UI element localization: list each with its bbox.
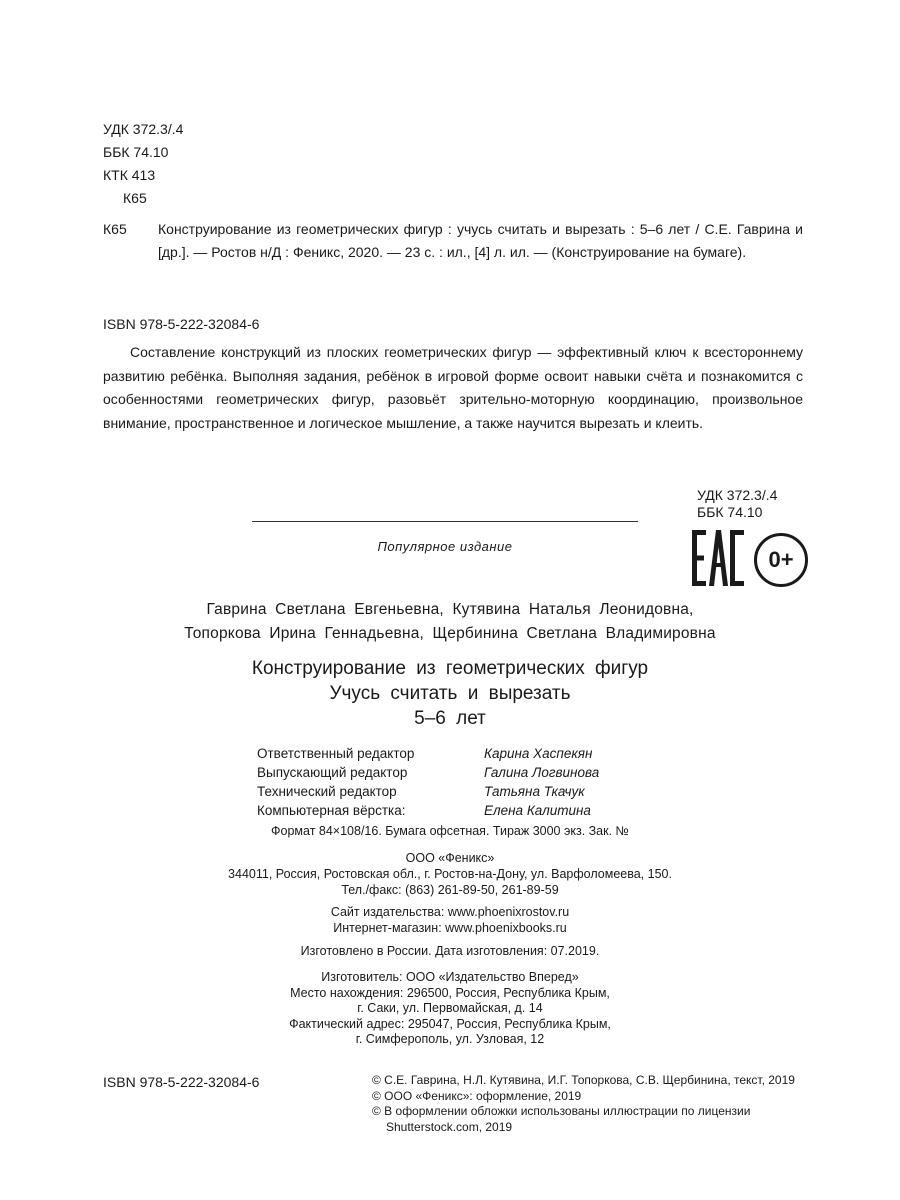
manufacturer-info <box>80 970 820 1048</box>
author-sign: К65 <box>123 190 147 206</box>
edition-type: Популярное издание <box>377 539 513 554</box>
made-in: Изготовлено в России. Дата изготовления: 07.2019. <box>300 944 600 958</box>
title-line-2: Учусь считать и вырезать <box>329 683 571 704</box>
age-rating-badge: 0+ <box>754 533 808 587</box>
copyright-line: Shutterstock.com, 2019 <box>386 1119 513 1134</box>
isbn-bottom: ISBN 978-5-222-32084-6 <box>103 1074 260 1090</box>
publisher-web <box>80 904 820 936</box>
udk-code-right: УДК 372.3/.4 <box>697 487 778 503</box>
isbn-top: ISBN 978-5-222-32084-6 <box>103 316 260 332</box>
copyright-line: © В оформлении обложки использованы иллюстрации по лицензии <box>372 1104 751 1118</box>
biblio-text: Конструирование из геометрических фигур : учусь считать и вырезать : 5–6 лет / С.Е. Гаврина и [др.]. — Ростов н/Д : Феникс, 2020. — 23 с. : ил., [4] л. ил. — (Конструирование на бумаге). <box>158 221 803 260</box>
publisher-name: ООО «Феникс» <box>405 851 495 865</box>
bbk-code-right: ББК 74.10 <box>697 504 763 520</box>
title-line-1: Конструирование из геометрических фигур <box>251 658 649 679</box>
book-title <box>80 656 820 731</box>
bibliographic-record <box>103 218 803 264</box>
manufacturer-line: г. Саки, ул. Первомайская, д. 14 <box>357 1001 543 1015</box>
eac-mark-icon <box>692 530 744 591</box>
authors-line-1: Гаврина Светлана Евгеньевна, Кутявина Наталья Леонидовна, <box>206 601 694 618</box>
staff-row <box>257 782 599 801</box>
print-format: Формат 84×108/16. Бумага офсетная. Тираж 3000 экз. Зак. № <box>271 824 629 838</box>
staff-role: Компьютерная вёрстка: <box>257 803 406 818</box>
staff-role: Выпускающий редактор <box>257 765 408 780</box>
classification-codes <box>103 118 183 210</box>
copyright-line: © ООО «Феникс»: оформление, 2019 <box>372 1088 582 1103</box>
authors <box>80 598 820 646</box>
ktk-code: КТК 413 <box>103 167 156 183</box>
publisher-address: 344011, Россия, Ростовская обл., г. Ростов-на-Дону, ул. Варфоломеева, 150. <box>228 867 672 881</box>
copyright <box>372 1073 795 1135</box>
biblio-sign: К65 <box>103 221 127 237</box>
staff-row <box>257 801 599 820</box>
divider-line <box>252 521 638 522</box>
authors-line-2: Топоркова Ирина Геннадьевна, Щербинина Светлана Владимировна <box>184 625 716 642</box>
staff-name: Елена Калитина <box>484 803 591 818</box>
staff-row <box>257 763 599 782</box>
manufacturer-line: Фактический адрес: 295047, Россия, Республика Крым, <box>289 1016 611 1031</box>
publisher-phone: Тел./факс: (863) 261-89-50, 261-89-59 <box>341 883 559 897</box>
udk-code: УДК 372.3/.4 <box>103 121 184 137</box>
staff-name: Галина Логвинова <box>484 765 600 780</box>
manufacturer-line: Изготовитель: ООО «Издательство Вперед» <box>321 970 579 984</box>
bbk-code: ББК 74.10 <box>103 144 169 160</box>
manufacturer-line: Место нахождения: 296500, Россия, Республика Крым, <box>290 985 610 1000</box>
classification-codes-right <box>697 487 777 521</box>
website: Сайт издательства: www.phoenixrostov.ru <box>330 905 570 919</box>
abstract: Составление конструкций из плоских геометрических фигур — эффективный ключ к всестороннему развитию ребёнка. Выполняя задания, ребёнок в игровой форме освоит навыки счёта и познакомится с особенностями геометрических фигур, разовьёт зрительно-моторную координацию, произвольное внимание, пространственное и логическое мышление, а также научится вырезать и клеить. <box>103 344 803 431</box>
manufacturer-line: г. Симферополь, ул. Узловая, 12 <box>355 1032 545 1046</box>
staff-row <box>257 744 599 763</box>
staff-name: Карина Хаспекян <box>484 746 593 761</box>
copyright-line: © С.Е. Гаврина, Н.Л. Кутявина, И.Г. Топоркова, С.В. Щербинина, текст, 2019 <box>372 1073 795 1087</box>
editorial-staff <box>257 744 599 820</box>
staff-role: Технический редактор <box>257 784 397 799</box>
staff-name: Татьяна Ткачук <box>484 784 585 799</box>
publisher-info <box>80 850 820 898</box>
staff-role: Ответственный редактор <box>257 746 415 761</box>
online-shop: Интернет-магазин: www.phoenixbooks.ru <box>333 921 567 935</box>
title-line-3: 5–6 лет <box>414 708 486 729</box>
